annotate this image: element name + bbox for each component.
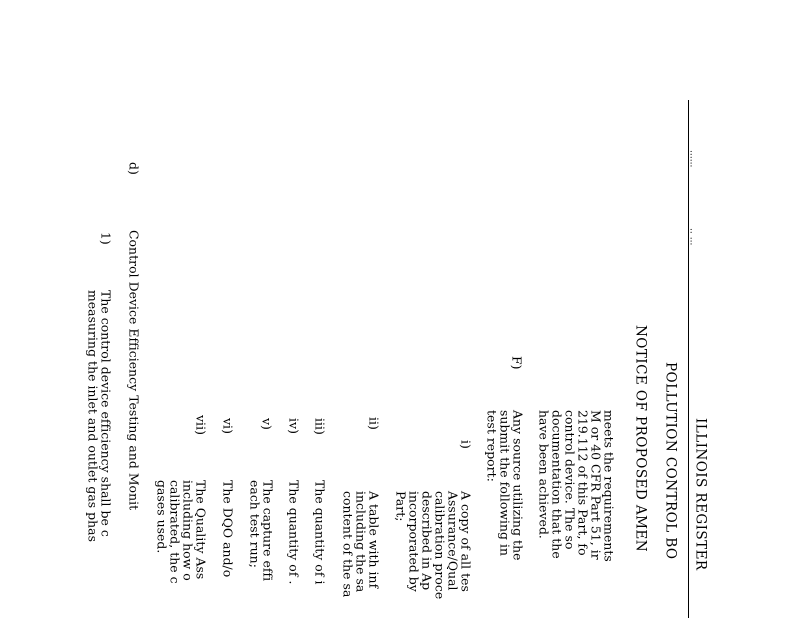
item-line: The quantity of i <box>312 480 328 585</box>
paragraph-line: control device. The so <box>562 410 578 550</box>
item-line: Part; <box>393 491 409 522</box>
section-label-f: F) <box>509 356 525 370</box>
item-label: iii) <box>312 418 328 435</box>
item-label: iv) <box>286 418 302 434</box>
paragraph-line: documentation that the <box>549 410 565 559</box>
margin-mark: ······ <box>685 150 695 168</box>
header-rule <box>688 100 689 618</box>
item-line: content of the sa <box>340 491 356 598</box>
paragraph-line: meets the requirements <box>601 410 617 562</box>
item-line: including how o <box>180 480 196 581</box>
item-line: calibrated, the c <box>167 480 183 584</box>
item-label: v) <box>259 418 275 430</box>
notice-title: NOTICE OF PROPOSED AMEN <box>632 325 649 553</box>
item-label: vii) <box>193 415 209 435</box>
section-label-d: d) <box>126 162 142 175</box>
item-line: The capture effi <box>260 480 276 582</box>
item-line: incorporated by <box>406 491 422 592</box>
item-line: calibration proce <box>432 491 448 600</box>
paragraph-line: M or 40 CFR Part 51, ir <box>588 410 604 560</box>
item-line: gases used. <box>154 480 170 554</box>
item-line: described in Ap <box>419 491 435 591</box>
section-f-line: submit the following in <box>497 410 513 557</box>
item-label: ii) <box>366 417 382 430</box>
item-line: A table with inf <box>366 491 382 589</box>
item-line: including the sa <box>353 491 369 593</box>
section-d-heading: Control Device Efficiency Testing and Monit <box>126 230 142 511</box>
paragraph-line: 219.112 of this Part, fo <box>575 410 591 556</box>
board-title: POLLUTION CONTROL BO <box>662 362 679 560</box>
item-line: The Quality Ass <box>193 480 209 580</box>
item-line: The quantity of . <box>286 480 302 585</box>
item-line: each test run; <box>247 480 263 568</box>
margin-mark: ·· ··· <box>685 228 695 246</box>
section-f-line: test report: <box>484 410 500 482</box>
item-1-line: measuring the inlet and outlet gas phas <box>85 290 101 543</box>
item-line: A copy of all tes <box>458 491 474 592</box>
item-label: vi) <box>220 418 236 434</box>
item-1-label: 1) <box>98 232 114 245</box>
register-title: ILLINOIS REGISTER <box>692 418 709 571</box>
section-f-line: Any source utilizing the <box>510 410 526 561</box>
paragraph-line: have been achieved. <box>536 410 552 539</box>
item-line: The DQO and/o <box>220 480 236 578</box>
item-label: i) <box>458 440 474 449</box>
item-1-line: The control device efficiency shall be c <box>98 290 114 537</box>
item-line: Assurance/Qual <box>445 491 461 591</box>
